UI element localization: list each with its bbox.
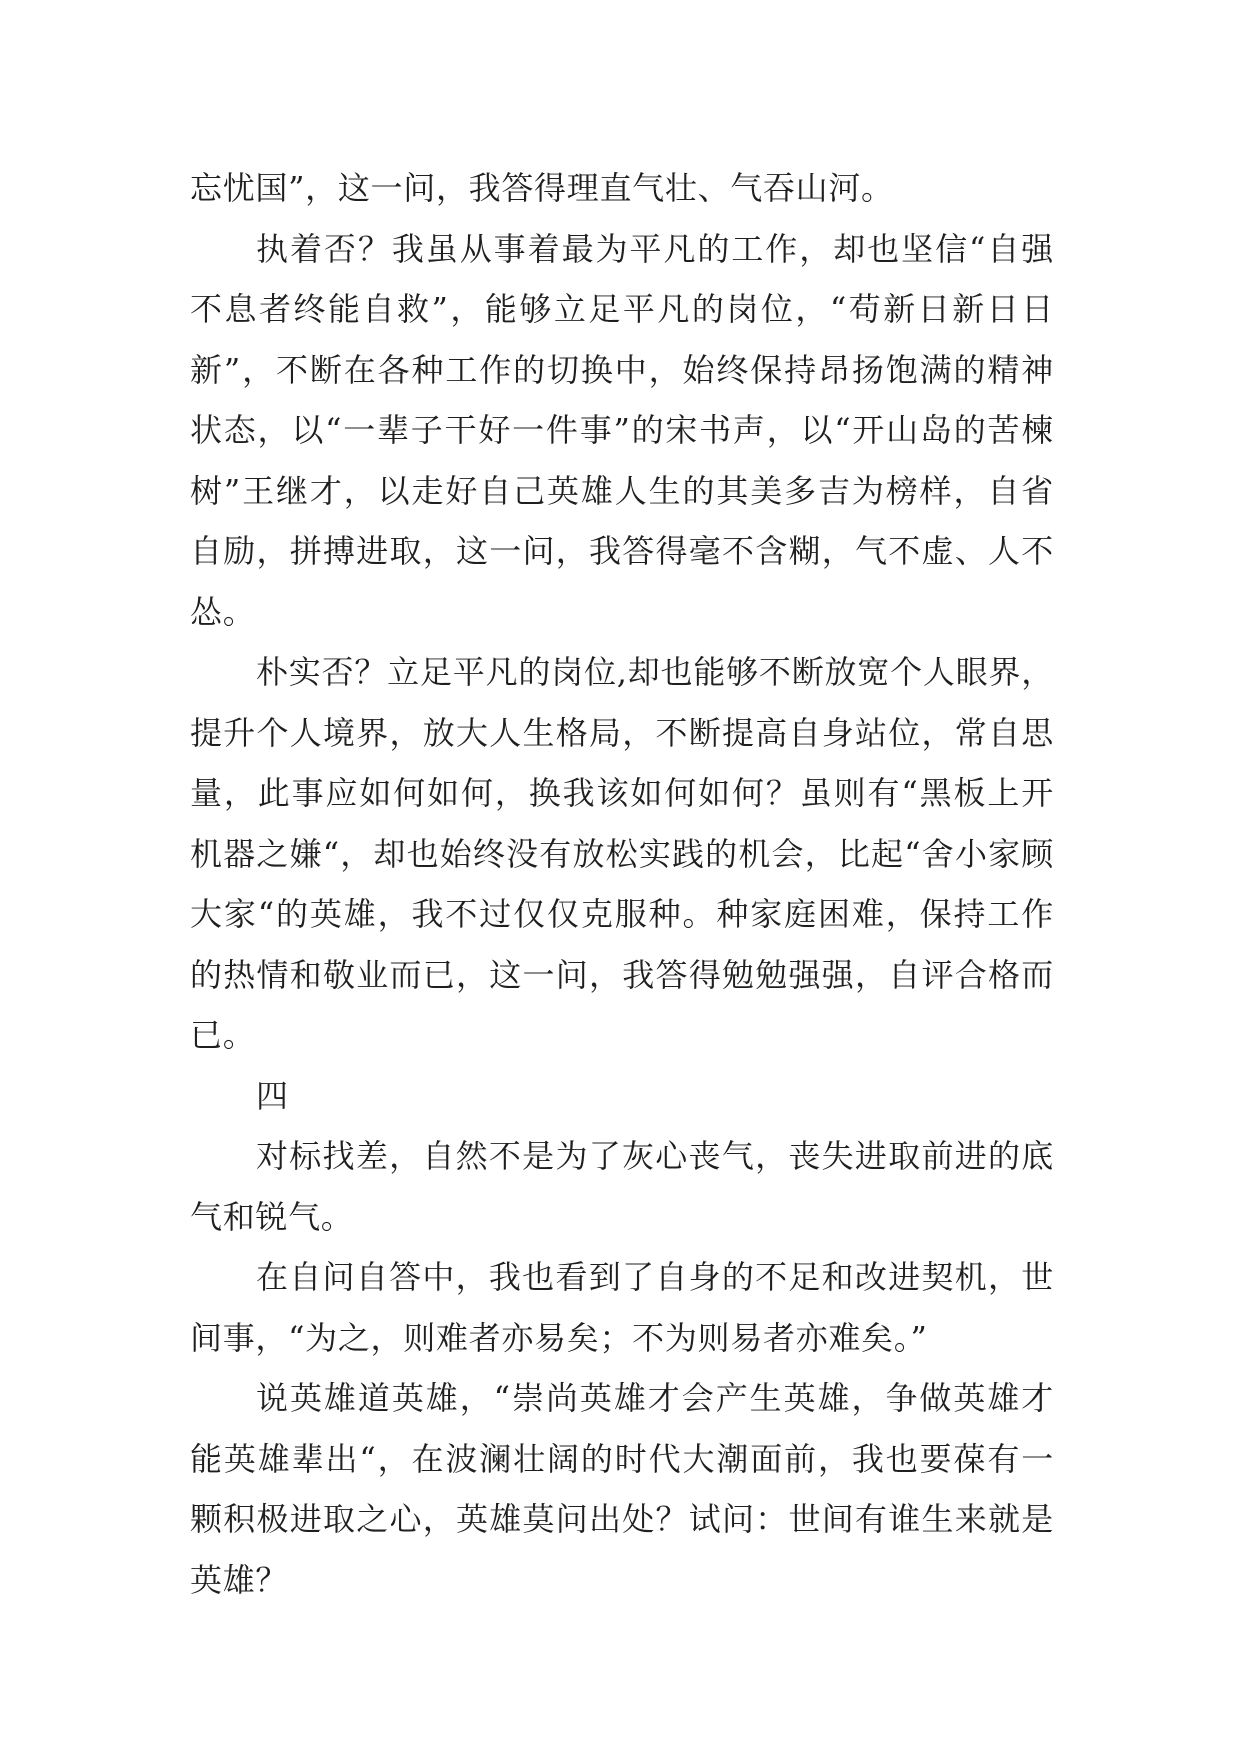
document-body	[190, 158, 1054, 1610]
paragraph-benchmark: 对标找差，自然不是为了灰心丧气，丧失进取前进的底气和锐气。	[190, 1137, 1054, 1236]
paragraph-continuation: 忘忧国”，这一问，我答得理直气壮、气吞山河。	[190, 169, 894, 207]
paragraph-simplicity: 朴实否？立足平凡的岗位,却也能够不断放宽个人眼界，提升个人境界，放大人生格局，不断提高自身站位，常自思量，此事应如何如何，换我该如何如何？虽则有“黑板上开机器之嫌“，却也始终没有放松实践的机会，比起“舍小家顾大家“的英雄，我不过仅仅克服种。种家庭困难，保持工作的热情和敬业而已，这一问，我答得勉勉强强，自评合格而已。	[190, 653, 1054, 1054]
paragraph-self-reflection: 在自问自答中，我也看到了自身的不足和改进契机，世间事，“为之，则难者亦易矣；不为则易者亦难矣。”	[190, 1258, 1054, 1357]
paragraph-heroes: 说英雄道英雄，“崇尚英雄才会产生英雄，争做英雄才能英雄辈出“，在波澜壮阔的时代大潮面前，我也要葆有一颗积极进取之心，英雄莫问出处？试问：世间有谁生来就是英雄？	[190, 1379, 1054, 1599]
section-heading-four: 四	[256, 1076, 289, 1115]
paragraph-persistence: 执着否？我虽从事着最为平凡的工作，却也坚信“自强不息者终能自救”，能够立足平凡的岗位，“苟新日新日日新”，不断在各种工作的切换中，始终保持昂扬饱满的精神状态，以“一辈子干好一件事”的宋书声，以“开山岛的苦楝树”王继才，以走好自己英雄人生的其美多吉为榜样，自省自励，拼搏进取，这一问，我答得毫不含糊，气不虚、人不怂。	[190, 229, 1054, 631]
